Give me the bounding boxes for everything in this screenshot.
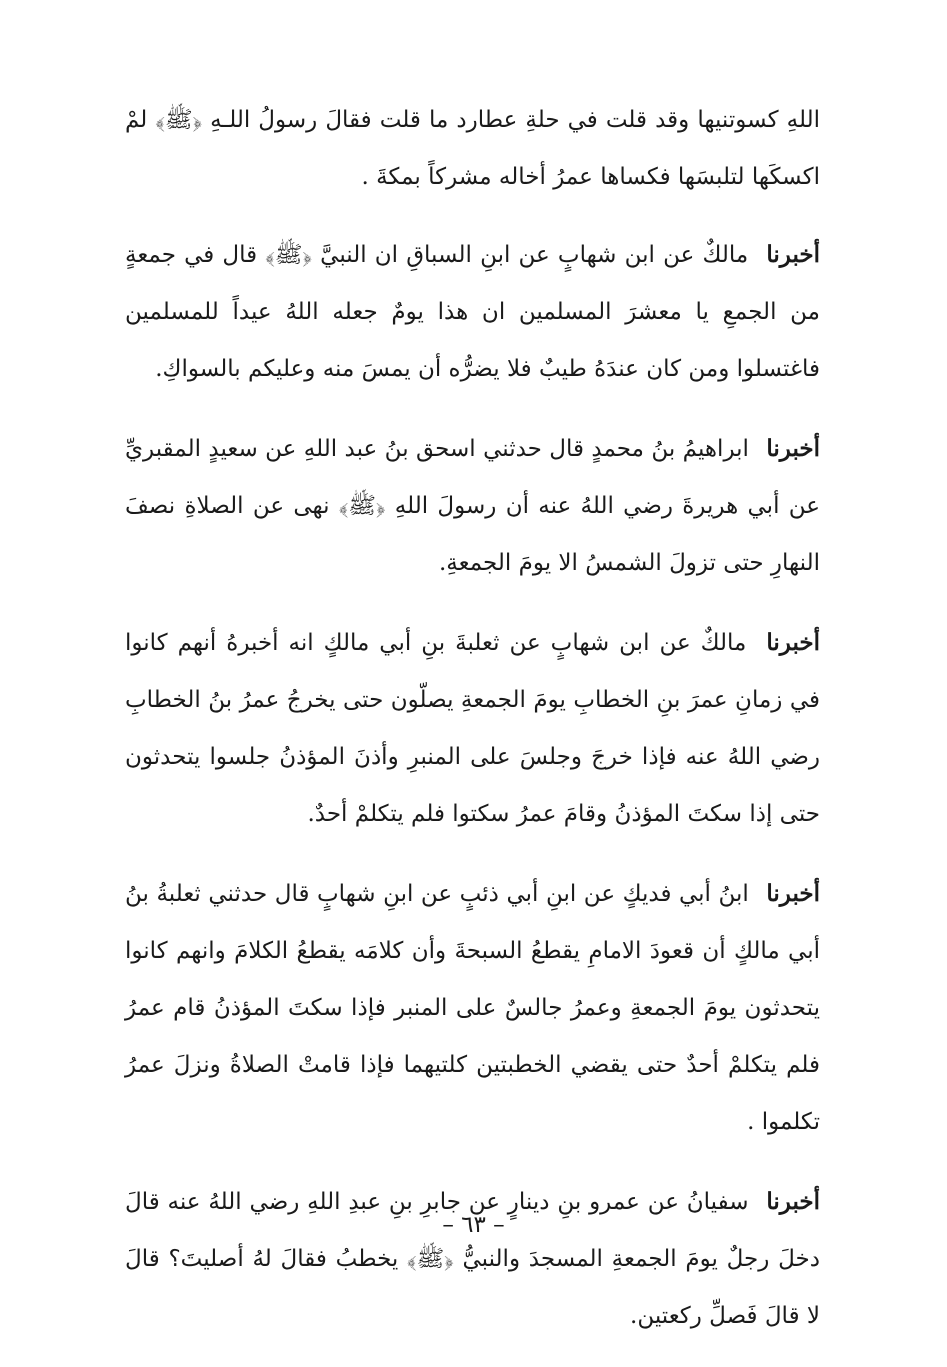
paragraph-text: ابنُ أبي فديكٍ عن ابنِ أبي ذئبٍ عن ابنِ شهابٍ قال حدثني ثعلبةُ بنُ أبي مالكٍ أن قعودَ الامامِ يقطعُ السبحةَ وأن كلامَه يقطعُ الكلامَ وانهم كانوا يتحدثون يومَ الجمعةِ وعمرُ جالسٌ على المنبر فإذا سكتَ المؤذنُ قام عمرُ فلم يتكلمْ أحدٌ حتى يقضي الخطبتين كلتيهما فإذا قامتْ الصلاةُ ونزلَ عمرُ تكلموا . xyxy=(125,881,820,1135)
page-number: – ٦٣ – xyxy=(442,1212,505,1238)
paragraph-lead: أخبرنا xyxy=(766,241,821,268)
paragraph-4 xyxy=(125,614,820,843)
paragraph-6 xyxy=(125,1173,820,1345)
paragraph-2 xyxy=(125,226,820,398)
paragraph-lead: أخبرنا xyxy=(766,435,820,462)
paragraph-text: اللهِ كسوتنيها وقد قلت في حلةِ عطارد ما قلت فقالَ رسولُ اللـهِ ﴿ﷺ﴾ لمْ اكسكَها لتلبسَها فكساها عمرُ أخاله مشركاً بمكةَ . xyxy=(125,107,820,190)
paragraph-text: سفيانُ عن عمرو بنِ دينارٍ عن جابرِ بنِ عبدِ اللهِ رضي اللهُ عنه قالَ دخلَ رجلٌ يومَ الجمعةِ المسجدَ والنبيُّ ﴿ﷺ﴾ يخطبُ فقالَ لهُ أصليتَ؟ قالَ لا قالَ فَصلِّ ركعتين. xyxy=(125,1189,820,1329)
paragraph-text: ابراهيمُ بنُ محمدٍ قال حدثني اسحق بنُ عبد اللهِ عن سعيدٍ المقبريِّ عن أبي هريرةَ رضي اللهُ عنه أن رسولَ اللهِ ﴿ﷺ﴾ نهى عن الصلاةِ نصفَ النهارِ حتى تزولَ الشمسُ الا يومَ الجمعةِ. xyxy=(125,436,820,576)
paragraph-lead: أخبرنا xyxy=(766,880,820,907)
paragraph-lead: أخبرنا xyxy=(766,1188,820,1215)
paragraph-3 xyxy=(125,420,820,592)
paragraph-lead: أخبرنا xyxy=(766,629,821,656)
paragraph-5 xyxy=(125,865,820,1151)
page-body xyxy=(125,92,820,1367)
paragraph-text: مالكٌ عن ابن شهابٍ عن ابنِ السباقِ ان النبيَّ ﴿ﷺ﴾ قال في جمعةٍ من الجمعِ يا معشرَ المسلمين ان هذا يومٌ جعله اللهُ عيداً للمسلمين فاغتسلوا ومن كان عندَهُ طيبٌ فلا يضرُّه أن يمسَ منه وعليكم بالسواكِ. xyxy=(125,242,820,382)
paragraph-text: مالكٌ عن ابن شهابٍ عن ثعلبةَ بنِ أبي مالكٍ انه أخبرهُ أنهم كانوا في زمانِ عمرَ بنِ الخطابِ يومَ الجمعةِ يصلّون حتى يخرجُ عمرُ بنُ الخطابِ رضي اللهُ عنه فإذا خرجَ وجلسَ على المنبرِ وأذنَ المؤذنُ جلسوا يتحدثون حتى إذا سكتَ المؤذنُ وقامَ عمرُ سكتوا فلم يتكلمْ أحدٌ. xyxy=(125,630,820,827)
paragraph-1 xyxy=(125,92,820,206)
